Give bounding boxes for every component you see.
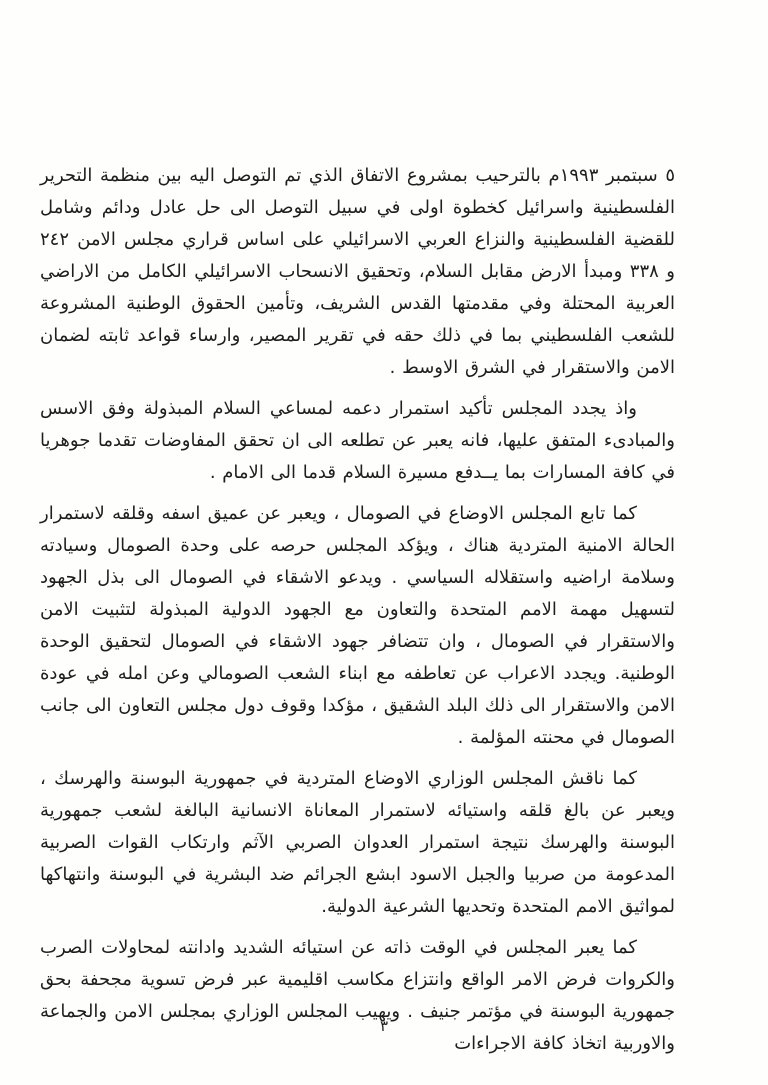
document-text-block [40, 160, 675, 1069]
paragraph-bosnia-condemnation: كما يعبر المجلس في الوقت ذاته عن استيائه الشديد وادانته لمحاولات الصرب والكروات فرض الامر الواقع وانتزاع مكاسب اقليمية عبر فرض تسوية مجحفة بحق جمهورية البوسنة في مؤتمر جنيف . ويهيب المجلس الوزاري بمجلس الامن والجماعة والاوربية اتخاذ كافة الاجراءات [40, 937, 675, 1054]
paragraph-peace-efforts: واذ يجدد المجلس تأكيد استمرار دعمه لمساعي السلام المبذولة وفق الاسس والمبادىء المتفق عليها، فانه يعبر عن تطلعه الى ان تحقق المفاوضات تقدما جوهريا في كافة المسارات بما يــدفع مسيرة السلام قدما الى الامام . [40, 398, 675, 483]
paragraph-peace-agreement: ٥ سبتمبر ١٩٩٣م بالترحيب بمشروع الاتفاق الذي تم التوصل اليه بين منظمة التحرير الفلسطينية واسرائيل كخطوة اولى في سبيل التوصل الى حل عادل ودائم وشامل للقضية الفلسطينية والنزاع العربي الاسرائيلي على اساس قراري مجلس الامن ٢٤٢ و ٣٣٨ ومبدأ الارض مقابل السلام، وتحقيق الانسحاب الاسرائيلي الكامل من الاراضي العربية المحتلة وفي مقدمتها القدس الشريف، وتأمين الحقوق الوطنية المشروعة للشعب الفلسطيني بما في ذلك حقه في تقرير المصير، وارساء قواعد ثابته لضمان الامن والاستقرار في الشرق الاوسط . [40, 165, 675, 378]
paragraph-somalia: كما تابع المجلس الاوضاع في الصومال ، ويعبر عن عميق اسفه وقلقه لاستمرار الحالة الامنية المتردية هناك ، ويؤكد المجلس حرصه على وحدة الصومال وسيادته وسلامة اراضيه واستقلاله السياسي . ويدعو الاشقاء في الصومال الى بذل الجهود لتسهيل مهمة الامم المتحدة والتعاون مع الجهود الدولية المبذولة لتثبيت الامن والاستقرار في الصومال ، وان تتضافر جهود الاشقاء في الصومال لتحقيق الوحدة الوطنية. ويجدد الاعراب عن تعاطفه مع ابناء الشعب الصومالي وعن امله في عودة الامن والاستقرار الى ذلك البلد الشقيق ، مؤكدا وقوف دول مجلس التعاون الى جانب الصومال في محنته المؤلمة . [40, 503, 675, 748]
paragraph-bosnia-situation: كما ناقش المجلس الوزاري الاوضاع المتردية في جمهورية البوسنة والهرسك ، ويعبر عن بالغ قلقه واستيائه لاستمرار المعاناة الانسانية البالغة لشعب جمهورية البوسنة والهرسك نتيجة استمرار العدوان الصربي الآثم وارتكاب القوات الصربية المدعومة من صربيا والجبل الاسود ابشع الجرائم ضد البشرية في البوسنة وانتهاكها لمواثيق الامم المتحدة وتحديها الشرعية الدولية. [40, 768, 675, 917]
page-number: ٣ [379, 1017, 389, 1035]
